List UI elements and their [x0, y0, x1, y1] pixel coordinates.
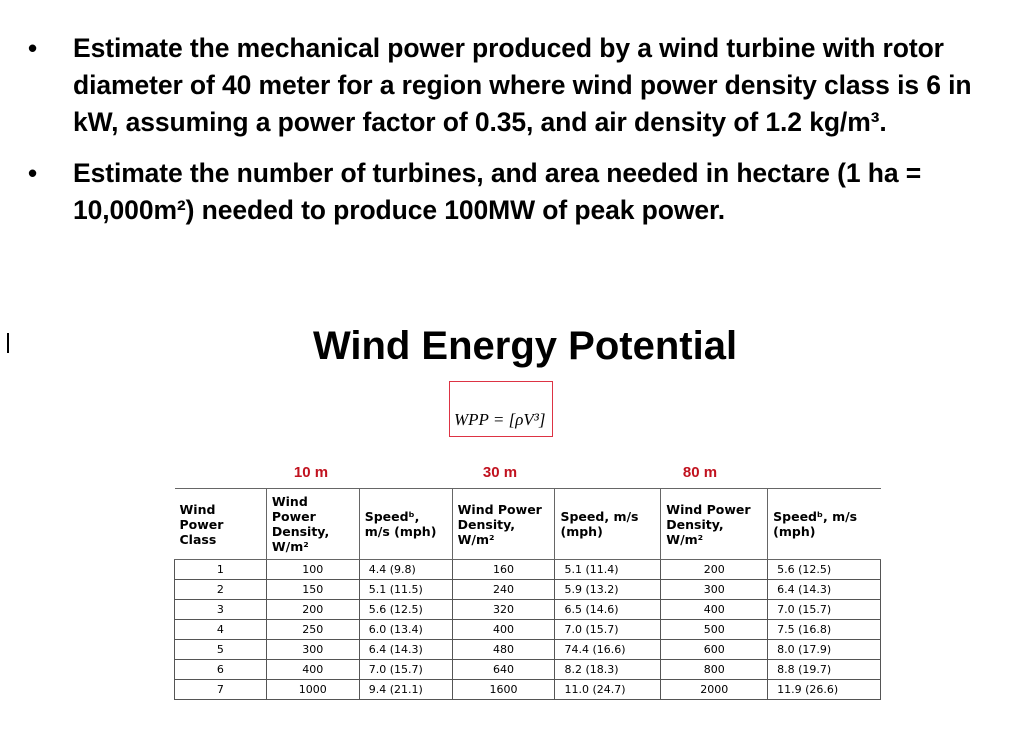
bullet-marker: •: [28, 33, 38, 63]
question-text: Estimate the number of turbines, and area needed in hectare (1 ha = 10,000m²) needed to produce 100MW of peak power.: [73, 158, 922, 225]
table-cell: 5: [175, 640, 267, 660]
table-cell: 100: [266, 560, 359, 580]
table-cell: 240: [452, 580, 555, 600]
table-cell: 7.5 (16.8): [768, 620, 881, 640]
table-cell: 5.1 (11.5): [359, 580, 452, 600]
formula-box: [449, 381, 553, 437]
question-text: Estimate the mechanical power produced by a wind turbine with rotor diameter of 40 meter for a region where wind power density class is 6 in kW, assuming a power factor of 0.35, and air density of 1.2 kg/m³.: [73, 33, 972, 137]
table-cell: 4: [175, 620, 267, 640]
table-cell: 11.9 (26.6): [768, 680, 881, 700]
formula-text: WPP = [ρV³]: [454, 410, 546, 429]
column-header: Speed, m/s (mph): [555, 489, 661, 560]
table-cell: 500: [661, 620, 768, 640]
table-cell: 5.6 (12.5): [359, 600, 452, 620]
table-cell: 4.4 (9.8): [359, 560, 452, 580]
table-cell: 160: [452, 560, 555, 580]
table-cell: 7.0 (15.7): [555, 620, 661, 640]
table-cell: 6: [175, 660, 267, 680]
table-cell: 200: [266, 600, 359, 620]
column-header: Wind Power Density, W/m²: [452, 489, 555, 560]
table-row: [175, 620, 881, 640]
table-row: [175, 560, 881, 580]
table-cell: 480: [452, 640, 555, 660]
table-cell: 6.4 (14.3): [768, 580, 881, 600]
table-cell: 250: [266, 620, 359, 640]
table-cell: 600: [661, 640, 768, 660]
column-header: Wind Power Class: [175, 489, 267, 560]
table-cell: 8.0 (17.9): [768, 640, 881, 660]
height-label-10m: 10 m: [293, 464, 329, 481]
table-cell: 7.0 (15.7): [768, 600, 881, 620]
wind-power-table: [174, 488, 881, 700]
table-cell: 2: [175, 580, 267, 600]
table-cell: 7: [175, 680, 267, 700]
table-cell: 320: [452, 600, 555, 620]
table-cell: 6.4 (14.3): [359, 640, 452, 660]
column-header: Speedᵇ, m/s (mph): [359, 489, 452, 560]
table-cell: 400: [452, 620, 555, 640]
table-cell: 300: [266, 640, 359, 660]
slide-title: Wind Energy Potential: [312, 324, 738, 368]
column-header: Wind Power Density, W/m²: [266, 489, 359, 560]
table-cell: 640: [452, 660, 555, 680]
table-cell: 74.4 (16.6): [555, 640, 661, 660]
table-row: [175, 600, 881, 620]
table-cell: 8.8 (19.7): [768, 660, 881, 680]
table-cell: 1600: [452, 680, 555, 700]
column-header: Wind Power Density, W/m²: [661, 489, 768, 560]
table-row: [175, 580, 881, 600]
height-label-80m: 80 m: [682, 464, 718, 481]
table-cell: 9.4 (21.1): [359, 680, 452, 700]
table-cell: 5.1 (11.4): [555, 560, 661, 580]
table-cell: 150: [266, 580, 359, 600]
table-cell: 5.6 (12.5): [768, 560, 881, 580]
table-cell: 6.5 (14.6): [555, 600, 661, 620]
table-row: [175, 660, 881, 680]
table-cell: 400: [266, 660, 359, 680]
table-cell: 6.0 (13.4): [359, 620, 452, 640]
table-cell: 1: [175, 560, 267, 580]
bullet-marker: •: [28, 158, 38, 188]
table-header-row: [175, 489, 881, 560]
question-item: [28, 30, 1008, 141]
table-cell: 8.2 (18.3): [555, 660, 661, 680]
table-row: [175, 640, 881, 660]
height-label-30m: 30 m: [482, 464, 518, 481]
question-item: [28, 155, 1008, 229]
table-cell: 3: [175, 600, 267, 620]
table-row: [175, 680, 881, 700]
table-cell: 400: [661, 600, 768, 620]
column-header: Speedᵇ, m/s (mph): [768, 489, 881, 560]
table-cell: 7.0 (15.7): [359, 660, 452, 680]
table-cell: 2000: [661, 680, 768, 700]
table-cell: 11.0 (24.7): [555, 680, 661, 700]
question-list: [28, 30, 1008, 243]
table-cell: 5.9 (13.2): [555, 580, 661, 600]
table-cell: 800: [661, 660, 768, 680]
table-cell: 1000: [266, 680, 359, 700]
table-cell: 200: [661, 560, 768, 580]
table-cell: 300: [661, 580, 768, 600]
